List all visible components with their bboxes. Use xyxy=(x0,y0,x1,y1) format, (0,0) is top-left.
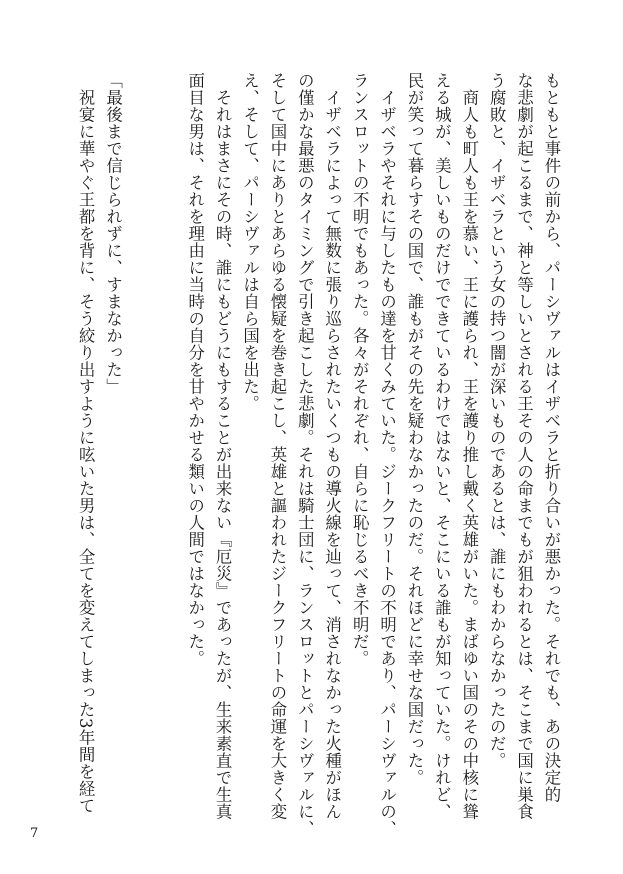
blank-line xyxy=(127,72,154,832)
vertical-text-body xyxy=(72,72,565,837)
text-line: う腐敗と、イザベラという女の持つ闇が深いものであるとは、誰にもわからなかったのだ。 xyxy=(487,72,507,769)
text-line: 面目な男は、それを理由に当時の自分を甘やかせる類いの人間ではなかった。 xyxy=(185,72,205,667)
text-line: え、そして、パーシヴァルは自ら国を出た。 xyxy=(240,72,260,412)
blank-line xyxy=(154,72,181,832)
text-line: 商人も町人も王を慕い、王に護られ、王を護り推し戴く英雄がいた。まばゆい国のその中核に聳 xyxy=(459,72,479,820)
text-line: それはまさにその時、誰にもどうにもすることが出来ない『厄災』であったが、生来素直で生真 xyxy=(213,72,233,820)
text-line: な悲劇が起こるまで、神と等しいとされる王その人の命までもが狙われるとは、そこまで国に巣食 xyxy=(514,72,534,820)
text-line: ランスロットの不明でもあった。各々がそれぞれ、自らに恥じるべき不明だ。 xyxy=(350,72,370,667)
text-line: 民が笑って暮らすその国で、誰もがその先を疑わなかったのだ。それほどに幸せな国だった。 xyxy=(404,72,424,786)
text-line: 祝宴に華やぐ王都を背に、そう絞り出すように呟いた男は、全てを変えてしまった3年間を経て xyxy=(76,72,96,815)
text-line: イザベラによって無数に張り巡らされたいくつもの導火線を辿って、消されなかった火種がほん xyxy=(322,72,342,820)
text-line: そして国中にありとあらゆる懐疑を巻き起こし、英雄と謳われたジークフリートの命運を大きく変 xyxy=(267,72,287,820)
text-line: の僅かな最悪のタイミングで引き起こした悲劇。それは騎士団に、ランスロットとパーシヴァルに、 xyxy=(295,72,315,837)
text-line: イザベラやそれに与したもの達を甘くみていた。ジークフリートの不明であり、パーシヴァルの、 xyxy=(377,72,397,837)
dialogue-line: 「最後まで信じられずに、すまなかった」 xyxy=(103,72,123,395)
text-line: える城が、美しいものだけでできているわけではないと、そこにいる誰もが知っていた。けれど、 xyxy=(432,72,452,820)
page-number: 7 xyxy=(30,826,39,841)
text-line: もともと事件の前から、パーシヴァルはイザベラと折り合いが悪かった。それでも、あの決定的 xyxy=(542,72,561,803)
